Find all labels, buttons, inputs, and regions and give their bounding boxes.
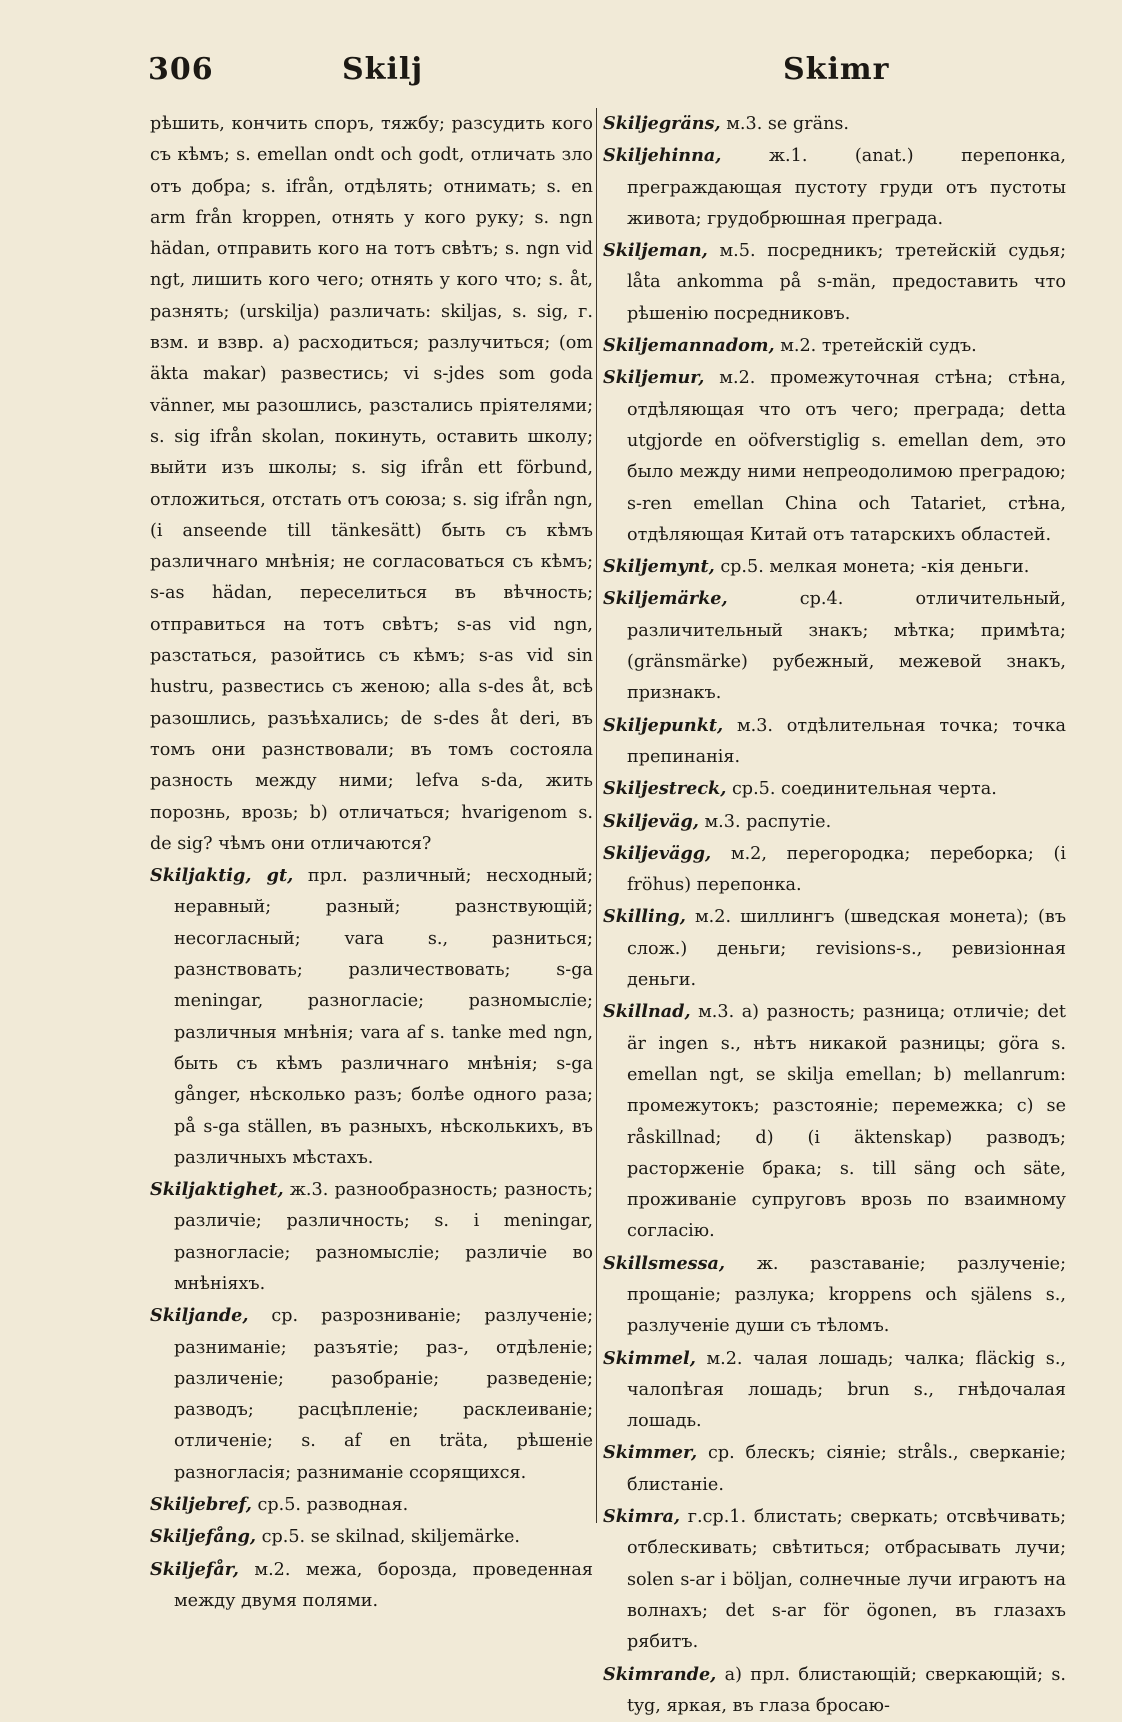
- dictionary-entry: [603, 1343, 1066, 1438]
- entry-headword: Skimra,: [603, 1506, 680, 1528]
- entry-body: м.3. а) разность; разница; отличіе; det är ingen s., нѣтъ никакой разницы; göra s. emellan ngt, se skilja emellan; b) mellanrum: промежутокъ; разстояніе; перемежка; с) se råskillnad; d) (i äktenskap) разводъ; расторженіе брака; s. till säng och säte, проживаніе супруговъ врозь по взаимному согласію.: [627, 1002, 1066, 1242]
- entry-body: м.3. отдѣлительная точка; точка препинанія.: [627, 715, 1067, 767]
- entry-headword: Skiljehinna,: [603, 145, 722, 167]
- entry-headword: Skiljegräns,: [603, 113, 721, 134]
- entry-headword: Skilling,: [603, 906, 686, 928]
- entry-headword: Skimmel,: [603, 1347, 696, 1369]
- entry-headword: Skiljemannadom,: [603, 335, 775, 357]
- entry-headword: Skiljefång,: [150, 1526, 257, 1548]
- entry-body: ср.5. se skilnad, skiljemärke.: [261, 1527, 521, 1548]
- entry-headword: Skiljestreck,: [603, 778, 727, 800]
- entry-body: ср. блескъ; сіяніе; stråls., сверканіе; блистаніе.: [627, 1443, 1066, 1495]
- entry-body: ср.5. соединительная черта.: [731, 779, 997, 800]
- entry-headword: Skillsmessa,: [603, 1252, 725, 1274]
- dictionary-entry: [603, 330, 1066, 362]
- dictionary-entry: [150, 1174, 593, 1300]
- dictionary-entry: [603, 235, 1066, 330]
- entry-body: м.2. шиллингъ (шведская монета); (въ слож.) деньги; revisions-s., ревизіонная деньги.: [627, 907, 1067, 991]
- entry-headword: Skiljemärke,: [603, 588, 728, 610]
- page-number: 306: [148, 52, 214, 87]
- entry-body: м.2, перегородка; переборка; (i fröhus) перепонка.: [627, 843, 1066, 896]
- entry-body: м.2. чалая лошадь; чалка; fläckig s., чалопѣгая лошадь; brun s., гнѣдочалая лошадь.: [627, 1348, 1067, 1432]
- dictionary-entry: [603, 996, 1066, 1247]
- entry-headword: Skiljebref,: [150, 1494, 252, 1516]
- entry-headword: Skiljaktighet,: [150, 1179, 284, 1201]
- entry-body: рѣшить, кончить споръ, тяжбу; разсудить кого съ кѣмъ; s. emellan ondt och godt, отличать зло отъ добра; s. ifrån, отдѣлять; отнимать; s. en arm från kroppen, отнять у кого руку; s. ngn hädan, отправить кого на тотъ свѣтъ; s. ngn vid ngt, лишить кого чего; отнять у кого что; s. åt, разнять; (urskilja) различать: skiljas, s. sig, г. взм. и взвр. а) расходиться; разлучиться; (om äkta makar) развестись; vi s-jdes som goda vänner, мы разошлись, разстались пріятелями; s. sig ifrån skolan, покинуть, оставить школу; выйти изъ школы; s. sig ifrån ett förbund, отложиться, отстать отъ союза; s. sig ifrån ngn, (i anseende till tänkesätt) быть съ кѣмъ различнаго мнѣнія; не согласоваться съ кѣмъ; s-as hädan, переселиться въ вѣчность; отправиться на тотъ свѣтъ; s-as vid ngn, разстаться, разойтись съ кѣмъ; s-as vid sin hustru, развестись съ женою; alla s-des åt, всѣ разошлись, разъѣхались; de s-des åt deri, въ томъ они разнствовали; въ томъ состояла разность между ними; lefva s-da, жить порознь, врозь; b) отличаться; hvarigenom s. de sig? чѣмъ они отличаются?: [150, 114, 593, 854]
- entry-body: ср.5. мелкая монета; -кія деньги.: [720, 557, 1030, 578]
- entry-body: ср. разрозниваніе; разлученіе; разниманіе; разъятіе; раз-, отдѣленіе; различеніе; разобраніе; разведеніе; разводъ; расцѣпленіе; расклеиваніе; отличеніе; s. af en träta, рѣшеніе разногласія; разниманіе ссорящихся.: [174, 1306, 594, 1483]
- page-header: [0, 52, 1122, 92]
- entry-body: м.5. посредникъ; третейскій судья; låta ankomma på s-män, предоставить что рѣшенію посредниковъ.: [627, 241, 1067, 324]
- dictionary-entry: [603, 901, 1066, 996]
- dictionary-entry: [603, 583, 1066, 709]
- right-column: [603, 108, 1067, 1716]
- entry-headword: Skiljeman,: [603, 240, 708, 262]
- entry-headword: Skimrande,: [603, 1663, 717, 1685]
- entry-headword: Skiljemynt,: [603, 556, 715, 578]
- dictionary-entry: [603, 1437, 1066, 1501]
- dictionary-entry: [150, 1489, 593, 1521]
- dictionary-entry: [603, 710, 1066, 774]
- entry-headword: Skiljaktig, gt,: [150, 865, 294, 887]
- entry-headword: Skiljande,: [150, 1305, 249, 1327]
- dictionary-entry: [603, 806, 1066, 838]
- entry-headword: Skiljemur,: [603, 367, 705, 389]
- entry-headword: Skimmer,: [603, 1442, 698, 1464]
- dictionary-entry: [603, 551, 1066, 583]
- entry-body: г.ср.1. блистать; сверкать; отсвѣчивать; отблескивать; свѣтиться; отбрасывать лучи; solen s-ar i böljan, солнечные лучи играютъ на волнахъ; det s-ar för ögonen, въ глазахъ рябитъ.: [627, 1507, 1066, 1653]
- entry-headword: Skillnad,: [603, 1001, 691, 1023]
- entry-body: а) прл. блистающій; сверкающій; s. tyg, яркая, въ глаза бросаю-: [627, 1664, 1066, 1716]
- dictionary-entry: [150, 1300, 593, 1489]
- entry-headword: Skiljepunkt,: [603, 714, 724, 736]
- entry-body: м.3. распутіе.: [704, 811, 832, 832]
- entry-body: м.2. третейскій судъ.: [780, 336, 977, 357]
- dictionary-entry: [603, 140, 1066, 235]
- dictionary-entry: [603, 838, 1066, 902]
- dictionary-entry: [603, 1501, 1066, 1658]
- column-divider: [596, 108, 597, 1523]
- entry-body: ж.3. разнообразность; разность; различіе; различность; s. i meningar, разногласіе; разномысліе; различіе во мнѣніяхъ.: [174, 1180, 594, 1294]
- dictionary-entry: [603, 108, 1066, 140]
- left-column: [150, 108, 593, 1668]
- entry-body: ж.1. (anat.) перепонка, преграждающая пустоту груди отъ пустоты живота; грудобрюшная преграда.: [627, 146, 1066, 229]
- dictionary-entry: [603, 1248, 1066, 1343]
- entry-headword: Skiljevägg,: [603, 842, 712, 864]
- dictionary-entry: [603, 362, 1066, 551]
- entry-headword: Skiljeväg,: [603, 810, 699, 832]
- entry-body: ср.4. отличительный, различительный знакъ; мѣтка; примѣта; (gränsmärke) рубежный, межевой знакъ, признакъ.: [627, 589, 1066, 704]
- entry-body: ср.5. разводная.: [257, 1495, 409, 1516]
- dictionary-entry: [150, 1521, 593, 1553]
- left-guide-word: Skilj: [342, 52, 424, 87]
- dictionary-entry: [150, 860, 593, 1174]
- dictionary-entry: [150, 108, 593, 860]
- right-guide-word: Skimr: [783, 52, 890, 87]
- entry-body: м.2. межа, борозда, проведенная между двумя полями.: [174, 1559, 593, 1611]
- dictionary-entry: [603, 773, 1066, 805]
- entry-headword: Skiljefår,: [150, 1558, 239, 1580]
- entry-body: прл. различный; несходный; неравный; разный; разнствующій; несогласный; vara s., разниться; разнствовать; различествовать; s-ga meningar, разногласіе; разномысліе; различныя мнѣнія; vara af s. tanke med ngn, быть съ кѣмъ различнаго мнѣнія; s-ga gånger, нѣсколько разъ; болѣе одного раза; på s-ga ställen, въ разныхъ, нѣсколькихъ, въ различныхъ мѣстахъ.: [174, 866, 594, 1168]
- dictionary-entry: [150, 1554, 593, 1618]
- entry-body: ж. разставаніе; разлученіе; прощаніе; разлука; kroppens och själens s., разлученіе души съ тѣломъ.: [627, 1253, 1066, 1337]
- entry-body: м.2. промежуточная стѣна; стѣна, отдѣляющая что отъ чего; преграда; detta utgjorde en oöfverstiglig s. emellan dem, это было между ними непреодолимою преградою; s-ren emellan China och Tatariet, стѣна, отдѣляющая Китай отъ татарскихъ областей.: [627, 368, 1066, 545]
- dictionary-entry: [603, 1659, 1066, 1722]
- entry-body: м.3. se gräns.: [726, 114, 850, 134]
